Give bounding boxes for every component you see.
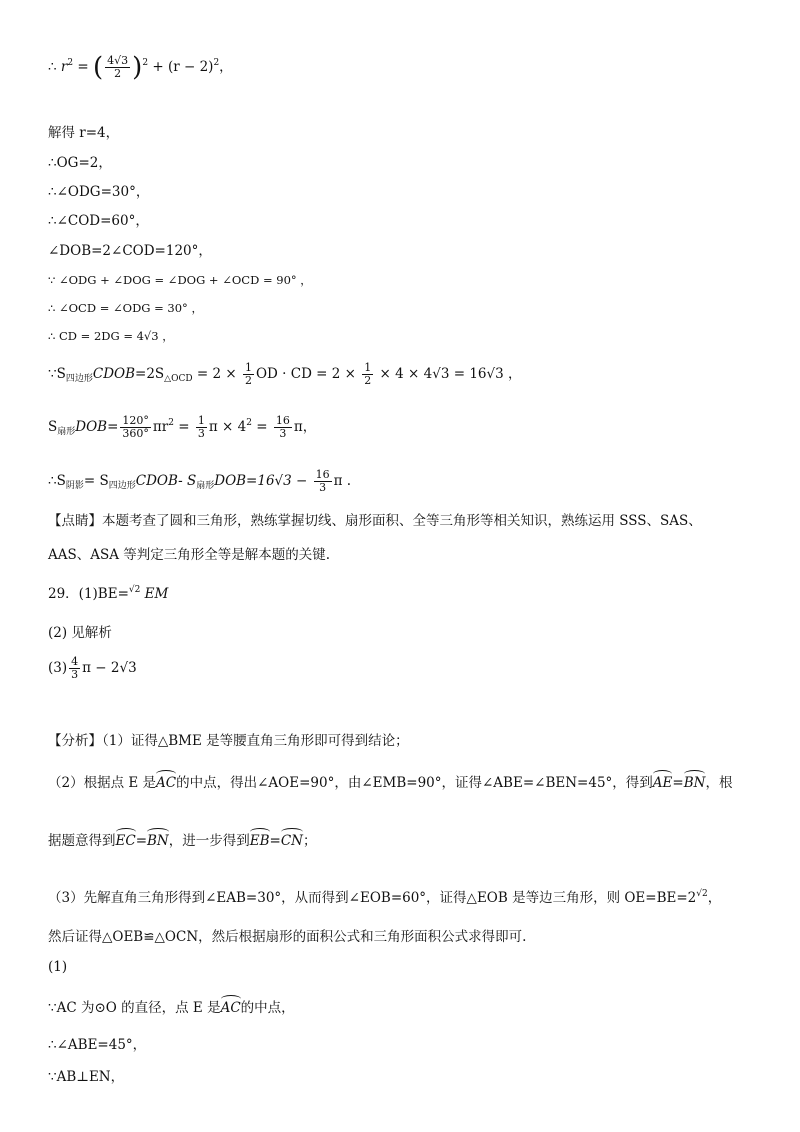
answer-29-1 [48,581,168,603]
equation-line-12 [48,469,351,495]
denominator: 3 [279,427,287,440]
part: π − 2√3 [82,660,137,676]
text-line-14: AAS、ASA 等判定三角形全等是解本题的关键. [48,547,331,563]
arc-ec: EC [116,828,136,850]
numerator: 16 [275,414,290,427]
subscript: 四边形 [65,374,93,384]
exponent: 2 [246,418,252,428]
analysis-line-3 [48,828,316,850]
part: ，根 [705,775,733,791]
arc-ae: AE [653,770,673,792]
equals: = [672,775,684,791]
part: ， [707,890,722,906]
part: = [107,419,119,435]
fraction [274,415,292,440]
analysis-line-4 [48,885,721,907]
part: = 2 × [192,366,241,382]
subscript: △OCD [164,374,193,384]
part: π， [293,419,317,435]
part: ∵AC 为⊙O 的直径，点 E 是 [48,1000,221,1016]
analysis-line-1: 【分析】（1）证得△BME 是等腰直角三角形即可得到结论； [48,733,409,749]
subscript: 扇形 [57,427,76,437]
exponent: 2 [213,58,220,68]
denominator: 2 [114,67,122,80]
equation-line-1 [48,52,233,83]
fraction [243,362,254,387]
fraction [314,469,332,494]
text-line-13: 【点睛】本题考查了圆和三角形，熟练掌握切线、扇形面积、全等三角形等相关知识，熟练运用 SSS、SAS、 [48,513,702,529]
numerator: 16 [315,468,330,481]
part: CDOB- S [135,473,197,489]
part: OD · CD = 2 × [255,366,361,382]
part: DOB=16√3 − [214,473,312,489]
denominator: 2 [244,374,252,387]
subscript: 阴影 [65,481,84,491]
part: ∵S [48,366,66,382]
part: S [48,419,58,435]
subscript: 扇形 [196,481,215,491]
fraction [362,362,373,387]
text-line-5: ∴∠COD=60°， [48,213,149,229]
text-line-6: ∠DOB=2∠COD=120°， [48,243,212,259]
part: π × 4 [208,419,247,435]
solution-line-2: ∴∠ABE=45°， [48,1037,147,1053]
therefore-symbol: ∴ [48,59,57,75]
denominator: 3 [197,427,205,440]
denominator: 2 [364,374,372,387]
answer-29-2: (2) 见解析 [48,625,112,641]
part: EM [144,586,169,602]
arc-ac: AC [156,770,176,792]
part: = [251,419,272,435]
right-paren: ) [132,52,143,83]
radical: √2 [128,585,141,595]
exponent: 2 [142,58,149,68]
denominator: 360° [122,427,149,440]
arc-cn: CN [281,828,303,850]
fraction [105,55,130,80]
part: 的中点， [240,1000,295,1016]
part: = [173,419,194,435]
numerator: 1 [244,361,252,374]
subscript: 四边形 [108,481,136,491]
part: （2）根据点 E 是 [48,775,157,791]
denominator: 3 [319,481,327,494]
equation-line-10 [48,362,521,388]
analysis-line-2 [48,770,732,792]
part: (3) [48,660,68,676]
part: π . [333,473,352,489]
expression-tail: + (r − 2) [148,59,214,75]
fraction [69,656,80,681]
part: × 4 × 4√3 = 16√3 ， [375,366,522,382]
part: 据题意得到 [48,833,116,849]
arc-bn: BN [147,828,169,850]
text-line-9: ∴ CD = 2DG = 4√3 ， [48,329,174,343]
solution-line-3: ∵AB⊥EN， [48,1069,125,1085]
numerator: 4 [71,655,79,668]
denominator: 3 [71,668,79,681]
numerator: 120° [122,414,149,427]
equals: = [135,833,147,849]
solution-part-1: (1) [48,959,68,975]
part: ，进一步得到 [168,833,250,849]
text-line-8: ∴ ∠OCD = ∠ODG = 30° ， [48,301,203,315]
part: CDOB [92,366,136,382]
numerator: 4√3 [107,54,129,67]
part: DOB [75,419,108,435]
equals: = [73,59,93,75]
text-line-4: ∴∠ODG=30°， [48,184,150,200]
part: 29．(1)BE= [48,586,129,602]
text-line-3: ∴OG=2， [48,155,112,171]
part: ； [302,833,317,849]
solution-line-1 [48,995,295,1017]
fraction [196,415,207,440]
text-line-7: ∵ ∠ODG + ∠DOG = ∠DOG + ∠OCD = 90° ， [48,273,312,287]
equation-line-11 [48,414,316,441]
part: 的中点，得出∠AOE=90°，由∠EMB=90°，证得∠ABE=∠BEN=45°，得到 [176,775,653,791]
arc-ac: AC [221,995,241,1017]
equals: = [269,833,281,849]
analysis-line-5: 然后证得△OEB≌△OCN，然后根据扇形的面积公式和三角形面积公式求得即可. [48,929,527,945]
part: ∴S [48,473,66,489]
radical: √2 [696,889,708,899]
part: πr [152,419,169,435]
part: （3）先解直角三角形得到∠EAB=30°，从而得到∠EOB=60°，证得△EOB 是等边三角形，则 OE=BE=2 [48,890,697,906]
part: = S [83,473,109,489]
answer-29-3 [48,656,137,681]
numerator: 1 [364,361,372,374]
exponent: 2 [168,418,174,428]
exponent: 2 [67,58,74,68]
arc-bn: BN [684,770,706,792]
arc-eb: EB [250,828,270,850]
numerator: 1 [197,414,205,427]
comma: ， [219,59,233,75]
text-line-2: 解得 r=4， [48,125,120,141]
left-paren: ( [93,52,104,83]
part: =2S [135,366,165,382]
var-r: r [60,59,68,75]
fraction [120,415,151,440]
